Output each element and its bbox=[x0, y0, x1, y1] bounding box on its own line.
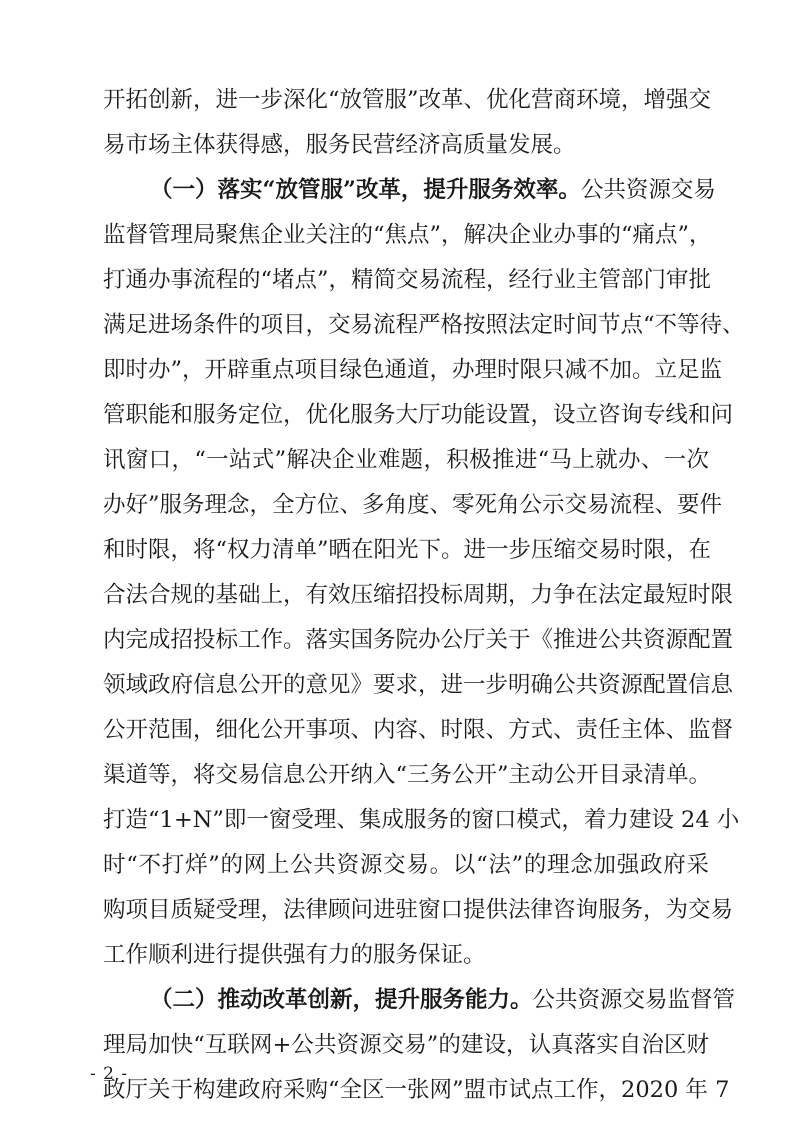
body-text-line: 满足进场条件的项目，交易流程严格按照法定时间节点“不等待、 bbox=[103, 312, 745, 338]
body-text-line: 管职能和服务定位，优化服务大厅功能设置，设立咨询专线和问 bbox=[103, 402, 734, 428]
page-number: - 2 - bbox=[90, 1064, 129, 1084]
section-heading-2: （二）推动改革创新，提升服务能力。 bbox=[150, 987, 533, 1013]
body-text-line: 办好”服务理念，全方位、多角度、零死角公示交易流程、要件 bbox=[103, 492, 723, 518]
body-text-line: 渠道等，将交易信息公开纳入“三务公开”主动公开目录清单。 bbox=[103, 762, 712, 788]
section-2-line bbox=[150, 980, 736, 1020]
body-text-line: 讯窗口，“一站式”解决企业难题，积极推进“马上就办、一次 bbox=[103, 447, 709, 473]
body-text-run: 公共资源交易监督管 bbox=[532, 987, 736, 1013]
section-1-line bbox=[150, 170, 716, 210]
body-text-line: 公开范围，细化公开事项、内容、时限、方式、责任主体、监督 bbox=[103, 717, 734, 743]
body-text-line: 时“不打烊”的网上公共资源交易。以“法”的理念加强政府采 bbox=[103, 852, 709, 878]
body-text-line: 即时办”，开辟重点项目绿色通道，办理时限只减不加。立足监 bbox=[103, 357, 723, 383]
body-text-line: 打通办事流程的“堵点”，精简交易流程，经行业主管部门审批 bbox=[103, 267, 712, 293]
body-text-line: 内完成招投标工作。落实国务院办公厅关于《推进公共资源配置 bbox=[103, 627, 734, 653]
body-text-line: 政厅关于构建政府采购“全区一张网”盟市试点工作，2020 年 7 bbox=[103, 1077, 730, 1103]
body-text-line: 工作顺利进行提供强有力的服务保证。 bbox=[103, 942, 486, 968]
body-text-line: 打造“1+N”即一窗受理、集成服务的窗口模式，着力建设 24 小 bbox=[103, 807, 740, 833]
body-text-run: 公共资源交易 bbox=[580, 177, 716, 203]
body-text-line: 和时限，将“权力清单”晒在阳光下。进一步压缩交易时限，在 bbox=[103, 537, 712, 563]
body-text-line: 领域政府信息公开的意见》要求，进一步明确公共资源配置信息 bbox=[103, 672, 734, 698]
body-text-line: 合法合规的基础上，有效压缩招投标周期，力争在法定最短时限 bbox=[103, 582, 734, 608]
body-text-line: 监督管理局聚焦企业关注的“焦点”，解决企业办事的“痛点”， bbox=[103, 222, 712, 248]
body-text-line: 购项目质疑受理，法律顾问进驻窗口提供法律咨询服务，为交易 bbox=[103, 897, 734, 923]
body-text-line: 易市场主体获得感，服务民营经济高质量发展。 bbox=[103, 132, 576, 158]
section-heading-1: （一）落实“放管服”改革，提升服务效率。 bbox=[150, 177, 581, 203]
body-text-line: 开拓创新，进一步深化“放管服”改革、优化营商环境，增强交 bbox=[103, 87, 712, 113]
body-text-line: 理局加快“互联网+公共资源交易”的建设，认真落实自治区财 bbox=[103, 1032, 709, 1058]
